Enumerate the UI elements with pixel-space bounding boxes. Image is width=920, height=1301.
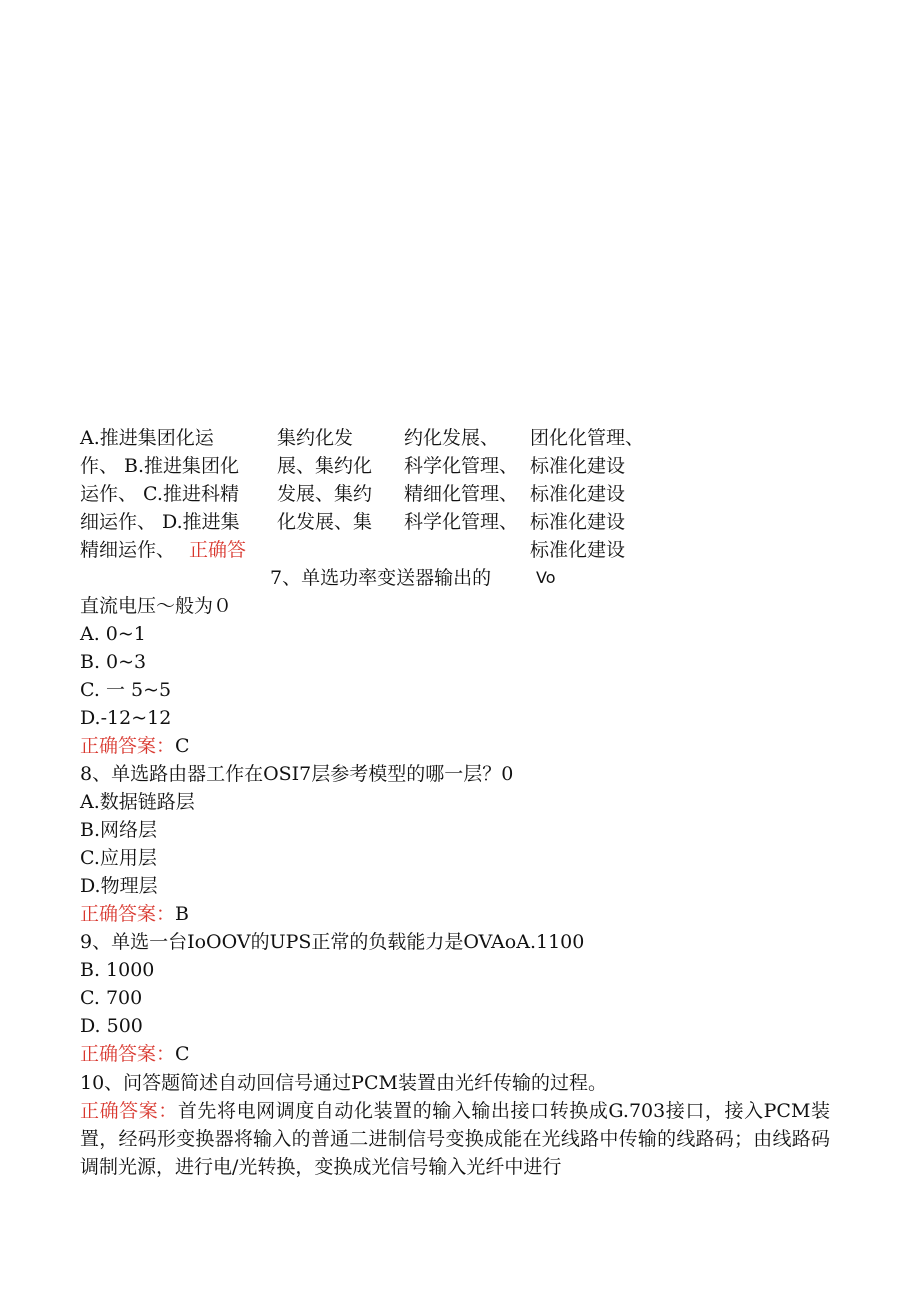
option-line: 作、 B.推进集团化 <box>80 455 240 477</box>
answer-label: 正确答 <box>189 539 247 561</box>
option-line: 团化化管理、 <box>530 427 645 449</box>
question-9-option-c: C. 700 <box>80 987 143 1009</box>
option-line: 发展、集约 <box>277 483 373 505</box>
question-7-stem-cont: 直流电压～般为０ <box>80 595 233 617</box>
question-7-option-b: B. 0~3 <box>80 651 147 673</box>
question-8-stem: 8、单选路由器工作在OSI7层参考模型的哪一层？0 <box>80 763 514 785</box>
question-8-option-b: B.网络层 <box>80 819 158 841</box>
question-7-option-d: D.-12~12 <box>80 707 172 729</box>
option-column-1 <box>80 424 246 564</box>
option-line: 科学化管理、 <box>404 455 519 477</box>
option-line: 精细化管理、 <box>404 483 519 505</box>
option-line: 科学化管理、 <box>404 511 519 533</box>
question-7-option-c: C. 一 5~5 <box>80 679 172 701</box>
question-9-answer <box>80 1040 190 1068</box>
question-8-option-c: C.应用层 <box>80 847 157 869</box>
answer-label: 正确答案： <box>80 1043 176 1065</box>
option-line: 标准化建设 <box>530 511 626 533</box>
option-line: 标准化建设 <box>530 455 626 477</box>
option-line: 细运作、 D.推进集 <box>80 511 240 533</box>
option-line: 约化发展、 <box>404 427 500 449</box>
option-line: A.推进集团化运 <box>80 427 214 449</box>
question-9-stem: 9、单选一台IoOOV的UPS正常的负载能力是OVAoA.1100 <box>80 931 585 953</box>
question-10-stem: 10、问答题简述自动回信号通过PCM装置由光纤传输的过程。 <box>80 1072 607 1094</box>
question-7-option-a: A. 0~1 <box>80 623 146 645</box>
option-line: 标准化建设 <box>530 483 626 505</box>
option-line: 展、集约化 <box>277 455 373 477</box>
option-column-2 <box>277 424 372 536</box>
question-9-option-d: D. 500 <box>80 1015 143 1037</box>
option-line: 运作、 C.推进科精 <box>80 483 239 505</box>
option-line: 集约化发 <box>277 427 354 449</box>
question-7-answer <box>80 732 190 760</box>
question-10-answer <box>80 1097 830 1181</box>
answer-label: 正确答案： <box>80 1100 178 1122</box>
answer-value: C <box>175 735 190 757</box>
answer-text: 首先将电网调度自动化装置的输入输出接口转换成G.703接口，接入PCM装置，经码形变换器将输入的普通二进制信号变换成能在光线路中传输的线路码；由线路码调制光源，进行电/光转换，变换成光信号输入光纤中进行 <box>80 1100 830 1178</box>
answer-value: C <box>175 1043 190 1065</box>
question-8-option-a: A.数据链路层 <box>80 791 195 813</box>
question-8-answer <box>80 900 189 928</box>
option-line: 标准化建设 <box>530 539 626 561</box>
option-column-3 <box>404 424 518 536</box>
question-9-option-b: B. 1000 <box>80 959 155 981</box>
option-column-4 <box>530 424 644 564</box>
answer-label: 正确答案： <box>80 735 176 757</box>
option-line: 精细运作、 正确答 <box>80 539 247 561</box>
question-7-stem: 7、单选功率变送器输出的 <box>270 567 492 589</box>
option-line: 化发展、集 <box>277 511 373 533</box>
answer-value: B <box>175 903 189 925</box>
answer-label: 正确答案： <box>80 903 176 925</box>
question-7-vo: Vo <box>536 568 556 587</box>
question-8-option-d: D.物理层 <box>80 875 158 897</box>
